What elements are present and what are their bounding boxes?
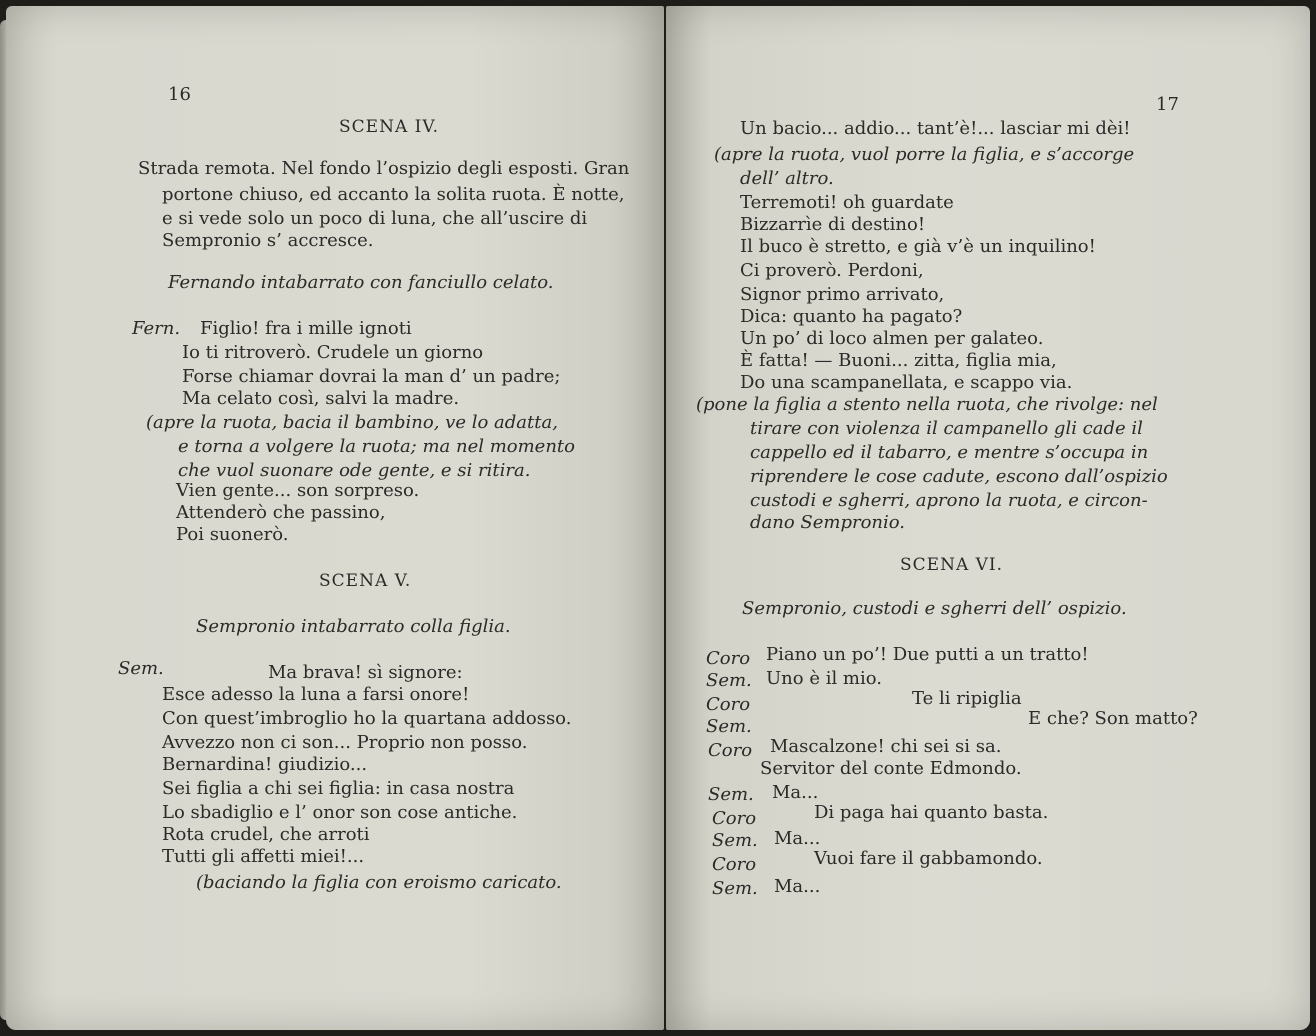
scene-description-line: e si vede solo un poco di luna, che all’uscire di (162, 208, 588, 229)
stage-direction-line: (apre la ruota, vuol porre la figlia, e s’accorge (714, 144, 1135, 165)
verse-line: Dica: quanto ha pagato? (740, 306, 963, 327)
verse-line: Terremoti! oh guardate (740, 192, 954, 213)
stage-direction-line: cappello ed il tabarro, e mentre s’occupa in (750, 442, 1149, 463)
verse-line: Bernardina! giudizio... (162, 754, 368, 775)
speaker-name: Coro (708, 740, 753, 761)
speaker-name: Coro (706, 694, 751, 715)
dialogue-line: Ma... (774, 828, 821, 849)
verse-line: Lo sbadiglio e l’ onor son cose antiche. (162, 802, 518, 823)
speaker-name: Sem. (706, 716, 752, 737)
speaker-name: Coro (706, 648, 751, 669)
dialogue-line: Ma... (772, 782, 819, 803)
left-page (6, 6, 664, 1030)
page-number: 16 (168, 84, 191, 105)
dialogue-line: Vuoi fare il gabbamondo. (814, 848, 1043, 869)
verse-line: Io ti ritroverò. Crudele un giorno (182, 342, 484, 363)
verse-line: Bizzarrìe di destino! (740, 214, 926, 235)
verse-line: Il buco è stretto, e già v’è un inquilino! (740, 236, 1096, 257)
verse-line: Do una scampanellata, e scappo via. (740, 372, 1073, 393)
stage-direction-line: tirare con violenza il campanello gli cade il (750, 418, 1143, 439)
verse-line: È fatta! — Buoni... zitta, figlia mia, (740, 350, 1057, 371)
stage-direction-line: che vuol suonare ode gente, e si ritira. (178, 460, 531, 481)
verse-line: Ma brava! sì signore: (268, 662, 463, 683)
verse-line: Ma celato così, salvi la madre. (182, 388, 460, 409)
scene-heading: SCENA V. (319, 571, 412, 591)
speaker-name: Sem. (706, 670, 752, 691)
verse-line: Sei figlia a chi sei figlia: in casa nostra (162, 778, 515, 799)
dialogue-line: Mascalzone! chi sei si sa. (770, 736, 1002, 757)
verse-line: Avvezzo non ci son... Proprio non posso. (162, 732, 528, 753)
dialogue-line: Di paga hai quanto basta. (814, 802, 1049, 823)
verse-line: Un po’ di loco almen per galateo. (740, 328, 1044, 349)
stage-direction-line: dell’ altro. (740, 168, 834, 189)
speaker-name: Sem. (712, 830, 758, 851)
characters-line: Sempronio intabarrato colla figlia. (196, 616, 511, 637)
verse-line: Signor primo arrivato, (740, 284, 945, 305)
scene-description-line: Sempronio s’ accresce. (162, 230, 374, 251)
speaker-name: Fern. (132, 318, 181, 339)
verse-line: Forse chiamar dovrai la man d’ un padre; (182, 366, 561, 387)
characters-line: Fernando intabarrato con fanciullo celato. (168, 272, 554, 293)
speaker-name: Coro (712, 808, 757, 829)
speaker-name: Sem. (712, 878, 758, 899)
verse-line: Un bacio... addio... tant’è!... lasciar mi dèi! (740, 118, 1131, 139)
verse-line: Figlio! fra i mille ignoti (200, 318, 412, 339)
verse-line: Con quest’imbroglio ho la quartana addosso. (162, 708, 572, 729)
stage-direction-line: dano Sempronio. (750, 512, 906, 533)
dialogue-line: Uno è il mio. (766, 668, 882, 689)
verse-line: Poi suonerò. (176, 524, 289, 545)
characters-line: Sempronio, custodi e sgherri dell’ ospizio. (742, 598, 1127, 619)
stage-direction-line: e torna a volgere la ruota; ma nel momento (178, 436, 575, 457)
stage-direction-line: (baciando la figlia con eroismo caricato. (196, 872, 562, 893)
stage-direction-line: (apre la ruota, bacia il bambino, ve lo adatta, (146, 412, 558, 433)
scene-description-line: Strada remota. Nel fondo l’ospizio degli esposti. Gran (138, 158, 630, 179)
scene-heading: SCENA VI. (900, 555, 1004, 575)
stage-direction-line: custodi e sgherri, aprono la ruota, e circon- (750, 490, 1148, 511)
page-number: 17 (1156, 94, 1179, 115)
dialogue-line: Piano un po’! Due putti a un tratto! (766, 644, 1089, 665)
verse-line: Tutti gli affetti miei!... (162, 846, 365, 867)
dialogue-line: Ma... (774, 876, 821, 897)
verse-line: Ci proverò. Perdoni, (740, 260, 924, 281)
dialogue-line: Te li ripiglia (912, 688, 1022, 709)
scene-heading: SCENA IV. (339, 117, 440, 137)
dialogue-line: Servitor del conte Edmondo. (760, 758, 1022, 779)
verse-line: Esce adesso la luna a farsi onore! (162, 684, 470, 705)
speaker-name: Sem. (118, 658, 164, 679)
verse-line: Attenderò che passino, (176, 502, 386, 523)
speaker-name: Coro (712, 854, 757, 875)
right-page (666, 6, 1310, 1030)
scene-description-line: portone chiuso, ed accanto la solita ruota. È notte, (162, 184, 625, 205)
verse-line: Vien gente... son sorpreso. (176, 480, 420, 501)
dialogue-line: E che? Son matto? (1028, 708, 1198, 729)
stage-direction-line: (pone la figlia a stento nella ruota, che rivolge: nel (696, 394, 1158, 415)
speaker-name: Sem. (708, 784, 754, 805)
verse-line: Rota crudel, che arroti (162, 824, 370, 845)
stage-direction-line: riprendere le cose cadute, escono dall’ospizio (750, 466, 1168, 487)
